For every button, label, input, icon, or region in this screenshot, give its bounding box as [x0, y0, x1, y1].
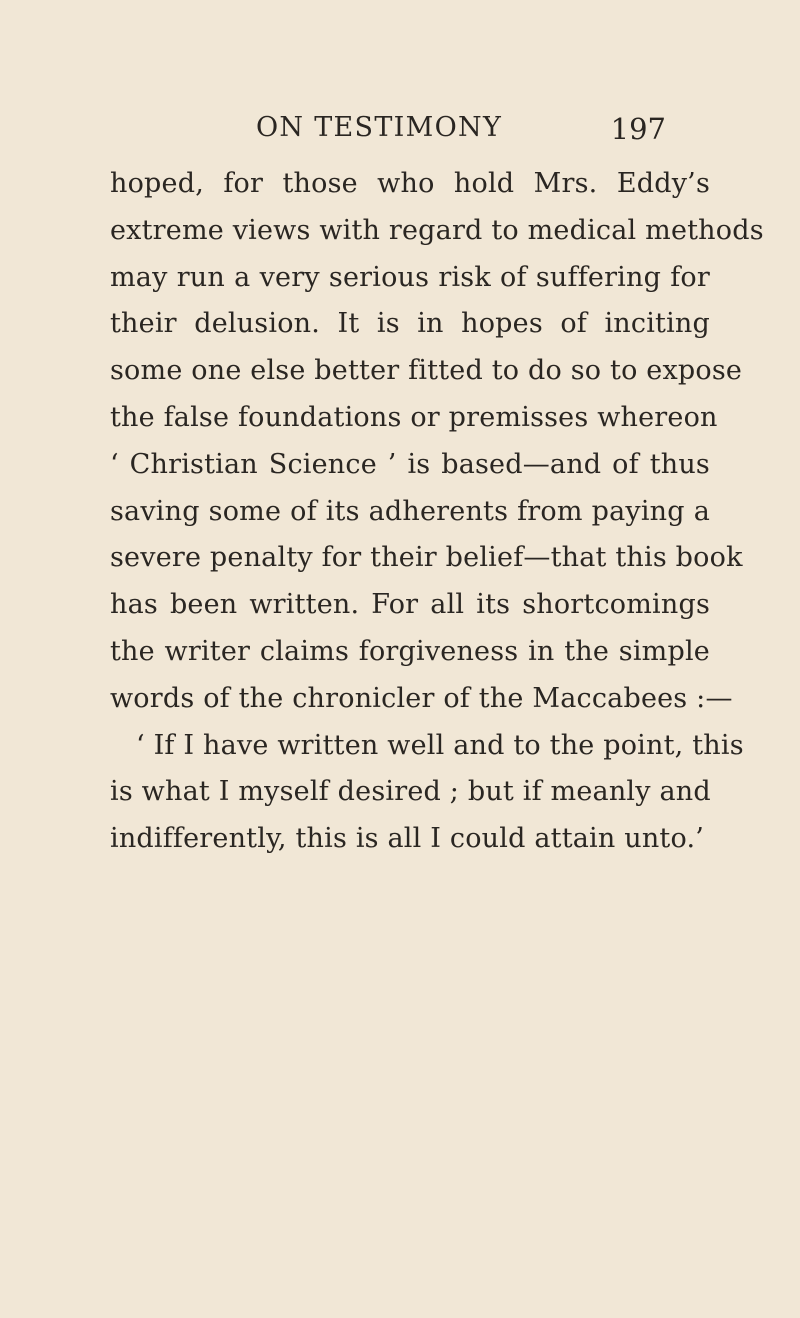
quote-line: indifferently, this is all I could attain unto.’ — [110, 823, 705, 855]
page-header — [256, 112, 666, 152]
text-line: some one else better fitted to do so to expose — [110, 355, 743, 387]
text-line: the false foundations or premisses whereon — [110, 401, 718, 433]
text-line: extreme views with regard to medical methods — [110, 214, 764, 246]
text-line: has been written. For all its shortcomings — [110, 589, 710, 621]
running-head: ON TESTIMONY — [256, 112, 503, 143]
text-line: the writer claims forgiveness in the simple — [110, 635, 710, 667]
text-line: words of the chronicler of the Maccabees :— — [110, 682, 733, 714]
text-line: ‘ Christian Science ’ is based—and of thus — [110, 448, 710, 480]
page-number: 197 — [610, 112, 666, 146]
quote-line: is what I myself desired ; but if meanly and — [110, 776, 711, 808]
text-line: severe penalty for their belief—that this book — [110, 542, 743, 574]
text-line: saving some of its adherents from paying a — [110, 495, 710, 527]
quote-line: ‘ If I have written well and to the point, this — [136, 729, 744, 761]
text-line: their delusion. It is in hopes of inciting — [110, 308, 710, 340]
text-line: may run a very serious risk of suffering for — [110, 261, 710, 293]
body-text — [110, 161, 764, 863]
text-line: hoped, for those who hold Mrs. Eddy’s — [110, 168, 710, 199]
